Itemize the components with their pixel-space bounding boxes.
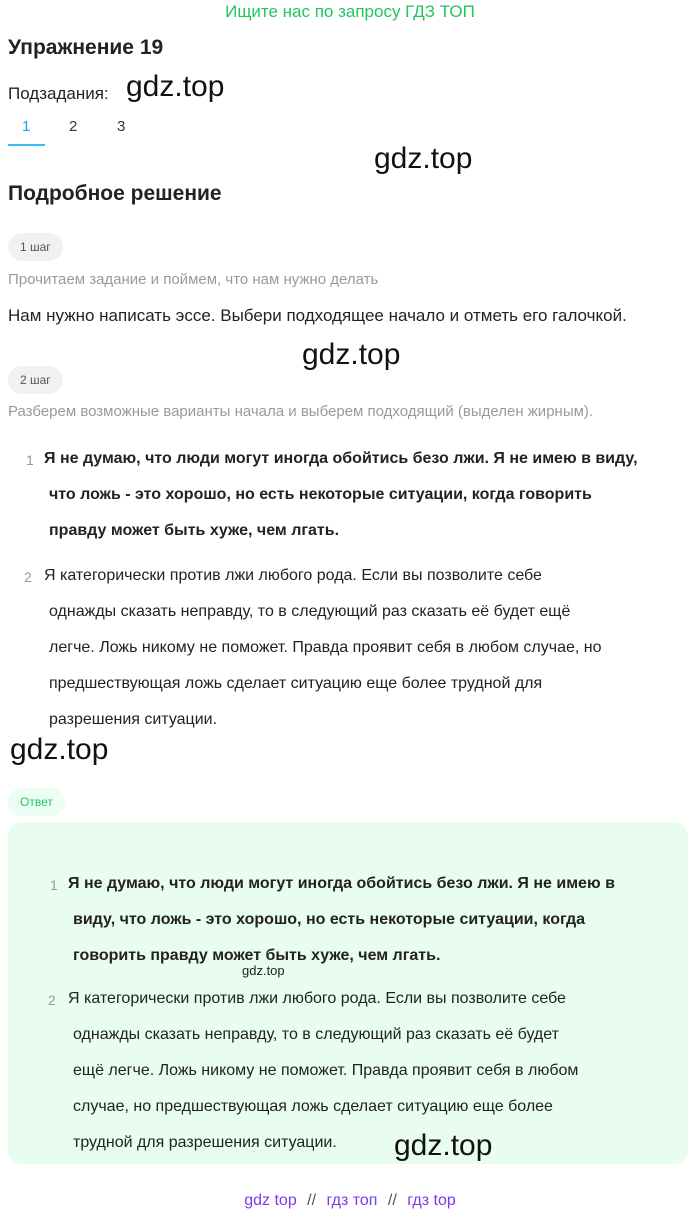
footer-links (0, 1192, 700, 1210)
answer-number: 2 (48, 992, 56, 1008)
footer-separator: // (307, 1192, 317, 1209)
watermark: gdz.top (126, 70, 225, 103)
step-1-badge: 1 шаг (8, 233, 63, 261)
option-line: однажды сказать неправду, то в следующий раз сказать её будет ещё (49, 603, 571, 620)
step-2-badge: 2 шаг (8, 366, 63, 394)
footer-link[interactable]: гдз топ (326, 1192, 378, 1209)
answer-line: однажды сказать неправду, то в следующий раз сказать её будет (73, 1026, 559, 1043)
answer-number: 1 (50, 877, 58, 893)
option-line: легче. Ложь никому не поможет. Правда проявит себя в любом случае, но (49, 639, 602, 656)
watermark: gdz.top (242, 963, 285, 978)
answer-line: Я категорически против лжи любого рода. Если вы позволите себе (68, 990, 566, 1007)
answer-badge: Ответ (8, 788, 65, 816)
answer-line: говорить правду может быть хуже, чем лгать. (73, 947, 441, 964)
watermark: gdz.top (302, 338, 401, 371)
watermark: gdz.top (394, 1129, 493, 1162)
subtasks-label: Подзадания: (8, 84, 109, 103)
answer-line: трудной для разрешения ситуации. (73, 1134, 337, 1151)
subtask-tabs (8, 112, 148, 146)
tab-3[interactable]: 3 (117, 118, 126, 135)
option-line: Я категорически против лжи любого рода. Если вы позволите себе (44, 567, 542, 584)
answer-line: виду, что ложь - это хорошо, но есть некоторые ситуации, когда (73, 911, 586, 928)
footer-separator: // (387, 1192, 397, 1209)
footer-link[interactable]: гдз top (407, 1192, 456, 1209)
page-title: Упражнение 19 (8, 36, 164, 59)
option-line: разрешения ситуации. (49, 711, 218, 728)
answer-line: случае, но предшествующая ложь сделает ситуацию еще более (73, 1098, 553, 1115)
watermark: gdz.top (374, 142, 473, 175)
answer-line: ещё легче. Ложь никому не поможет. Правда проявит себя в любом (73, 1062, 579, 1079)
tab-1[interactable]: 1 (22, 118, 31, 135)
option-line: правду может быть хуже, чем лгать. (49, 522, 340, 539)
footer-link[interactable]: gdz top (244, 1192, 297, 1209)
active-tab-indicator (8, 144, 45, 146)
option-number: 2 (24, 569, 32, 585)
step-2-hint: Разберем возможные варианты начала и выберем подходящий (выделен жирным). (8, 403, 594, 420)
top-banner: Ищите нас по запросу ГДЗ ТОП (225, 2, 475, 21)
option-line: предшествующая ложь сделает ситуацию еще более трудной для (49, 675, 543, 692)
solution-title: Подробное решение (8, 182, 222, 205)
answer-line: Я не думаю, что люди могут иногда обойтись безо лжи. Я не имею в (68, 875, 615, 892)
tab-2[interactable]: 2 (69, 118, 78, 135)
option-number: 1 (26, 452, 34, 468)
option-line: что ложь - это хорошо, но есть некоторые ситуации, когда говорить (49, 486, 592, 503)
watermark: gdz.top (10, 733, 109, 766)
step-1-hint: Прочитаем задание и поймем, что нам нужно делать (8, 271, 379, 288)
option-line: Я не думаю, что люди могут иногда обойтись безо лжи. Я не имею в виду, (44, 450, 638, 467)
step-1-text: Нам нужно написать эссе. Выбери подходящее начало и отметь его галочкой. (8, 306, 627, 325)
